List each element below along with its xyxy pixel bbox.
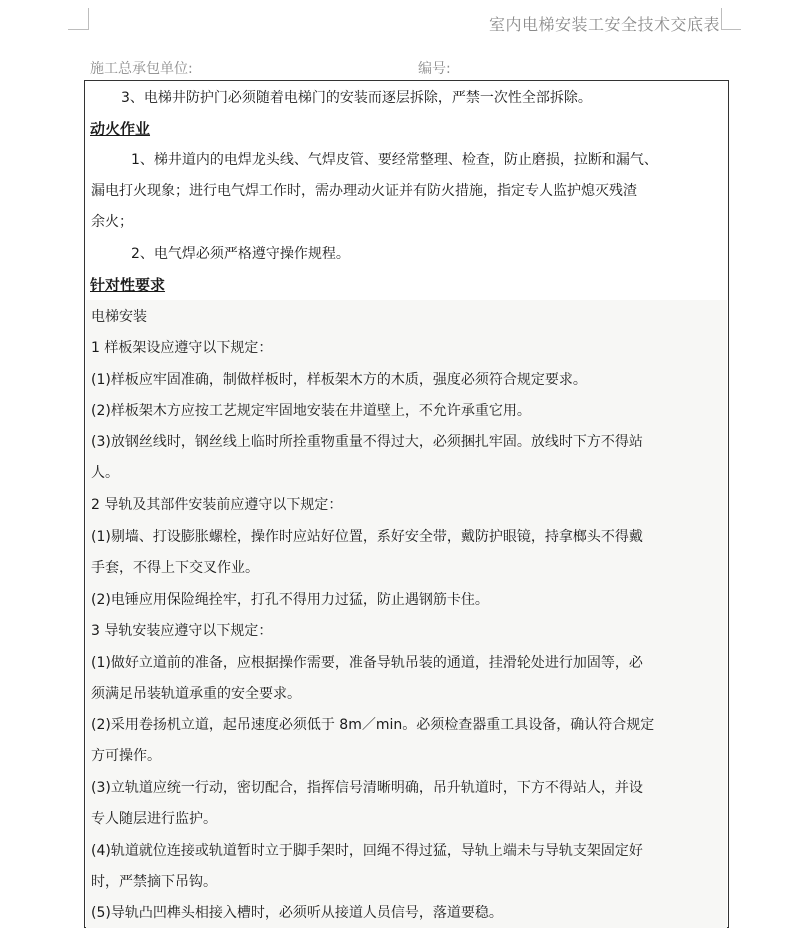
crop-mark-top-left (88, 8, 89, 30)
section-3-item-1-line-1: (1)做好立道前的准备，应根据操作需要，准备导轨吊装的通道，挂滑轮处进行加固等，必 (91, 655, 643, 671)
section-3-item-1-line-2: 须满足吊装轨道承重的安全要求。 (91, 686, 301, 702)
section-2-item-2: (2)电锤应用保险绳拴牢，打孔不得用力过猛，防止遇钢筋卡住。 (91, 592, 489, 608)
hot-work-item-1-line-2: 漏电打火现象；进行电气焊工作时，需办理动火证并有防火措施，指定专人监护熄灭残渣 (91, 183, 637, 199)
document-title: 室内电梯安装工安全技术交底表 (488, 15, 720, 34)
section-3-item-2-line-2: 方可操作。 (91, 748, 161, 764)
crop-mark-top-right (721, 8, 722, 30)
section-2-item-1-line-2: 手套，不得上下交叉作业。 (91, 560, 259, 576)
paragraph-door-removal: 3、电梯井防护门必须随着电梯门的安装而逐层拆除，严禁一次性全部拆除。 (121, 90, 592, 106)
section-1-item-3-line-2: 人。 (91, 465, 119, 481)
hot-work-item-1-line-1: 1、梯井道内的电焊龙头线、气焊皮管、要经常整理、检查，防止磨损，拉断和漏气、 (131, 152, 658, 168)
hot-work-heading: 动火作业 (90, 120, 151, 138)
section-3-title: 3 导轨安装应遵守以下规定： (91, 623, 273, 639)
section-1-title: 1 样板架设应遵守以下规定： (91, 340, 273, 356)
elevator-install-label: 电梯安装 (91, 309, 147, 325)
crop-mark-top-left-horizontal (68, 29, 89, 30)
section-2-item-1-line-1: (1)剔墙、打设膨胀螺栓，操作时应站好位置，系好安全带，戴防护眼镜，持拿榔头不得戴 (91, 529, 643, 545)
section-1-item-2: (2)样板架木方应按工艺规定牢固地安装在井道壁上，不允许承重它用。 (91, 403, 531, 419)
section-1-item-3-line-1: (3)放钢丝线时，钢丝线上临时所拴重物重量不得过大，必须捆扎牢固。放线时下方不得站 (91, 434, 643, 450)
section-3-item-3-line-2: 专人随层进行监护。 (91, 811, 217, 827)
content-table (84, 80, 729, 928)
number-label: 编号: (418, 61, 451, 77)
section-1-item-1: (1)样板应牢固准确，制做样板时，样板架木方的木质，强度必须符合规定要求。 (91, 372, 587, 388)
section-3-item-4-line-1: (4)轨道就位连接或轨道暂时立于脚手架时，回绳不得过猛，导轨上端未与导轨支架固定好 (91, 843, 643, 859)
section-3-item-5: (5)导轨凸凹榫头相接入槽时，必须听从接道人员信号，落道要稳。 (91, 905, 503, 921)
specific-requirements-heading: 针对性要求 (90, 276, 166, 294)
section-2-title: 2 导轨及其部件安装前应遵守以下规定： (91, 497, 343, 513)
hot-work-item-2: 2、电气焊必须严格遵守操作规程。 (131, 246, 350, 262)
meta-row (90, 58, 730, 78)
crop-mark-top-right-horizontal (721, 29, 741, 30)
section-3-item-2-line-1: (2)采用卷扬机立道，起吊速度必须低于 8m／min。必须检查器重工具设备，确认符合规定 (91, 717, 655, 733)
contractor-label: 施工总承包单位: (90, 61, 193, 77)
section-3-item-3-line-1: (3)立轨道应统一行动，密切配合，指挥信号清晰明确，吊升轨道时，下方不得站人，并设 (91, 780, 643, 796)
section-3-item-4-line-2: 时，严禁摘下吊钩。 (91, 874, 217, 890)
hot-work-item-1-line-3: 余火； (91, 214, 133, 230)
